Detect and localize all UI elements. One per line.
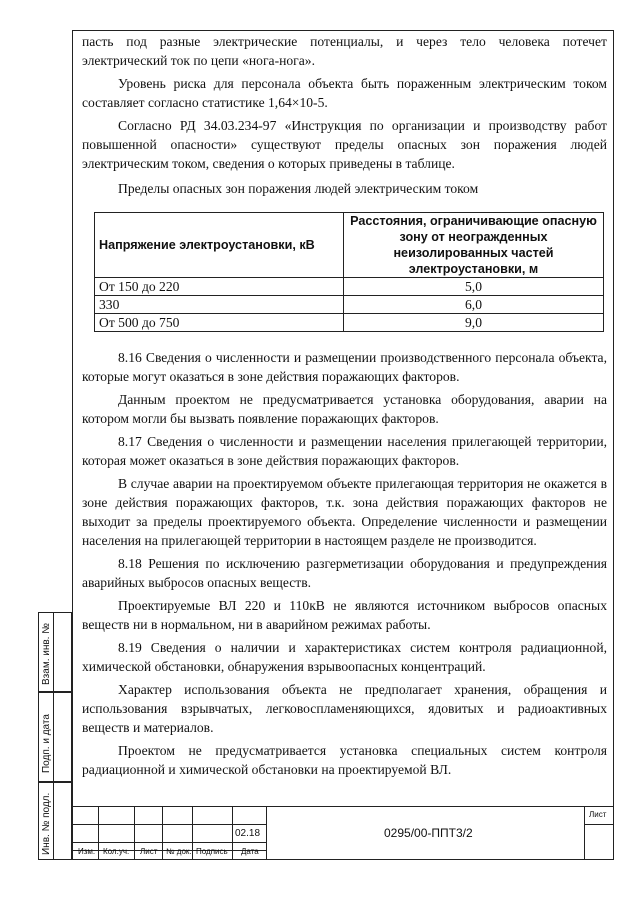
document-code: 0295/00-ППТ3/2 xyxy=(384,826,473,840)
column-header-distance: Расстояния, ограничивающие опасную зону от неогражденных неизолированных частей электроустановки, м xyxy=(344,213,604,278)
voltage-cell: От 150 до 220 xyxy=(95,278,344,296)
distance-cell: 5,0 xyxy=(344,278,604,296)
distance-cell: 6,0 xyxy=(344,296,604,314)
paragraph: В случае аварии на проектируемом объекте прилегающая территория не окажется в зоне действия поражающих факторов, т.к. зона действия поражающих факторов не выходит за пределы проектируемого объекта. Определение численности и размещении населения на прилегающей территории в настоящем разделе не производится. xyxy=(82,476,607,548)
paragraph: пасть под разные электрические потенциалы, и через тело человека потечет электрический ток по цепи «нога-нога». xyxy=(82,34,607,68)
side-label-vzam: Взам. инв. № xyxy=(41,623,52,685)
side-label-inv: Инв. № подл. xyxy=(41,792,52,855)
tb-label-izm: Изм. xyxy=(78,847,96,856)
tb-label-data: Дата xyxy=(241,847,259,856)
sheet-label: Лист xyxy=(589,810,607,819)
paragraph: Согласно РД 34.03.234-97 «Инструкция по организации и производству работ повышенной опасности» существуют пределы опасных зон поражения людей электрическим током, сведения о которых приведены в таблице. xyxy=(82,118,607,171)
paragraph: Уровень риска для персонала объекта быть пораженным электрическим током составляет согласно статистике 1,64×10-5. xyxy=(82,76,607,110)
paragraph: 8.19 Сведения о наличии и характеристиках систем контроля радиационной, химической обстановки, обнаружения взрывоопасных концентраций. xyxy=(82,640,607,674)
side-stamp-podp xyxy=(38,692,72,782)
paragraph: 8.18 Решения по исключению разгерметизации оборудования и предупреждения аварийных выбросов опасных веществ. xyxy=(82,556,607,590)
title-block xyxy=(72,806,614,860)
tb-date: 02.18 xyxy=(235,828,261,839)
distance-cell: 9,0 xyxy=(344,314,604,332)
voltage-cell: От 500 до 750 xyxy=(95,314,344,332)
table-header-row xyxy=(95,213,604,278)
document-body xyxy=(82,32,607,783)
paragraph: 8.17 Сведения о численности и размещении населения прилегающей территории, которая может оказаться в зоне действия поражающих факторов. xyxy=(82,434,607,468)
tb-label-podpis: Подпись xyxy=(196,847,228,856)
voltage-cell: 330 xyxy=(95,296,344,314)
side-label-podp: Подп. и дата xyxy=(41,714,52,773)
paragraph: Характер использования объекта не предполагает хранения, обращения и использования взрывчатых, легковоспламеняющихся, ядовитых и радиоактивных веществ и материалов. xyxy=(82,682,607,735)
paragraph: 8.16 Сведения о численности и размещении производственного персонала объекта, которые могут оказаться в зоне действия поражающих факторов. xyxy=(82,350,607,384)
table-row xyxy=(95,296,604,314)
table-row xyxy=(95,278,604,296)
side-stamp-vzam xyxy=(38,612,72,692)
hazard-zones-table xyxy=(94,212,604,332)
paragraph: Проектируемые ВЛ 220 и 110кВ не являются источником выбросов опасных веществ ни в нормальном, ни в аварийном режимах работы. xyxy=(82,598,607,632)
paragraph: Данным проектом не предусматривается установка оборудования, аварии на котором могли бы вызвать появление поражающих факторов. xyxy=(82,392,607,426)
table-row xyxy=(95,314,604,332)
tb-label-koluch: Кол.уч. xyxy=(103,847,130,856)
side-stamp-inv xyxy=(38,782,72,860)
table-caption: Пределы опасных зон поражения людей электрическим током xyxy=(118,181,479,196)
column-header-voltage: Напряжение электроустановки, кВ xyxy=(95,213,344,278)
tb-label-list: Лист xyxy=(140,847,158,856)
tb-label-ndok: № док. xyxy=(166,847,192,856)
paragraph: Проектом не предусматривается установка специальных систем контроля радиационной и химической обстановки на проектируемой ВЛ. xyxy=(82,743,607,777)
